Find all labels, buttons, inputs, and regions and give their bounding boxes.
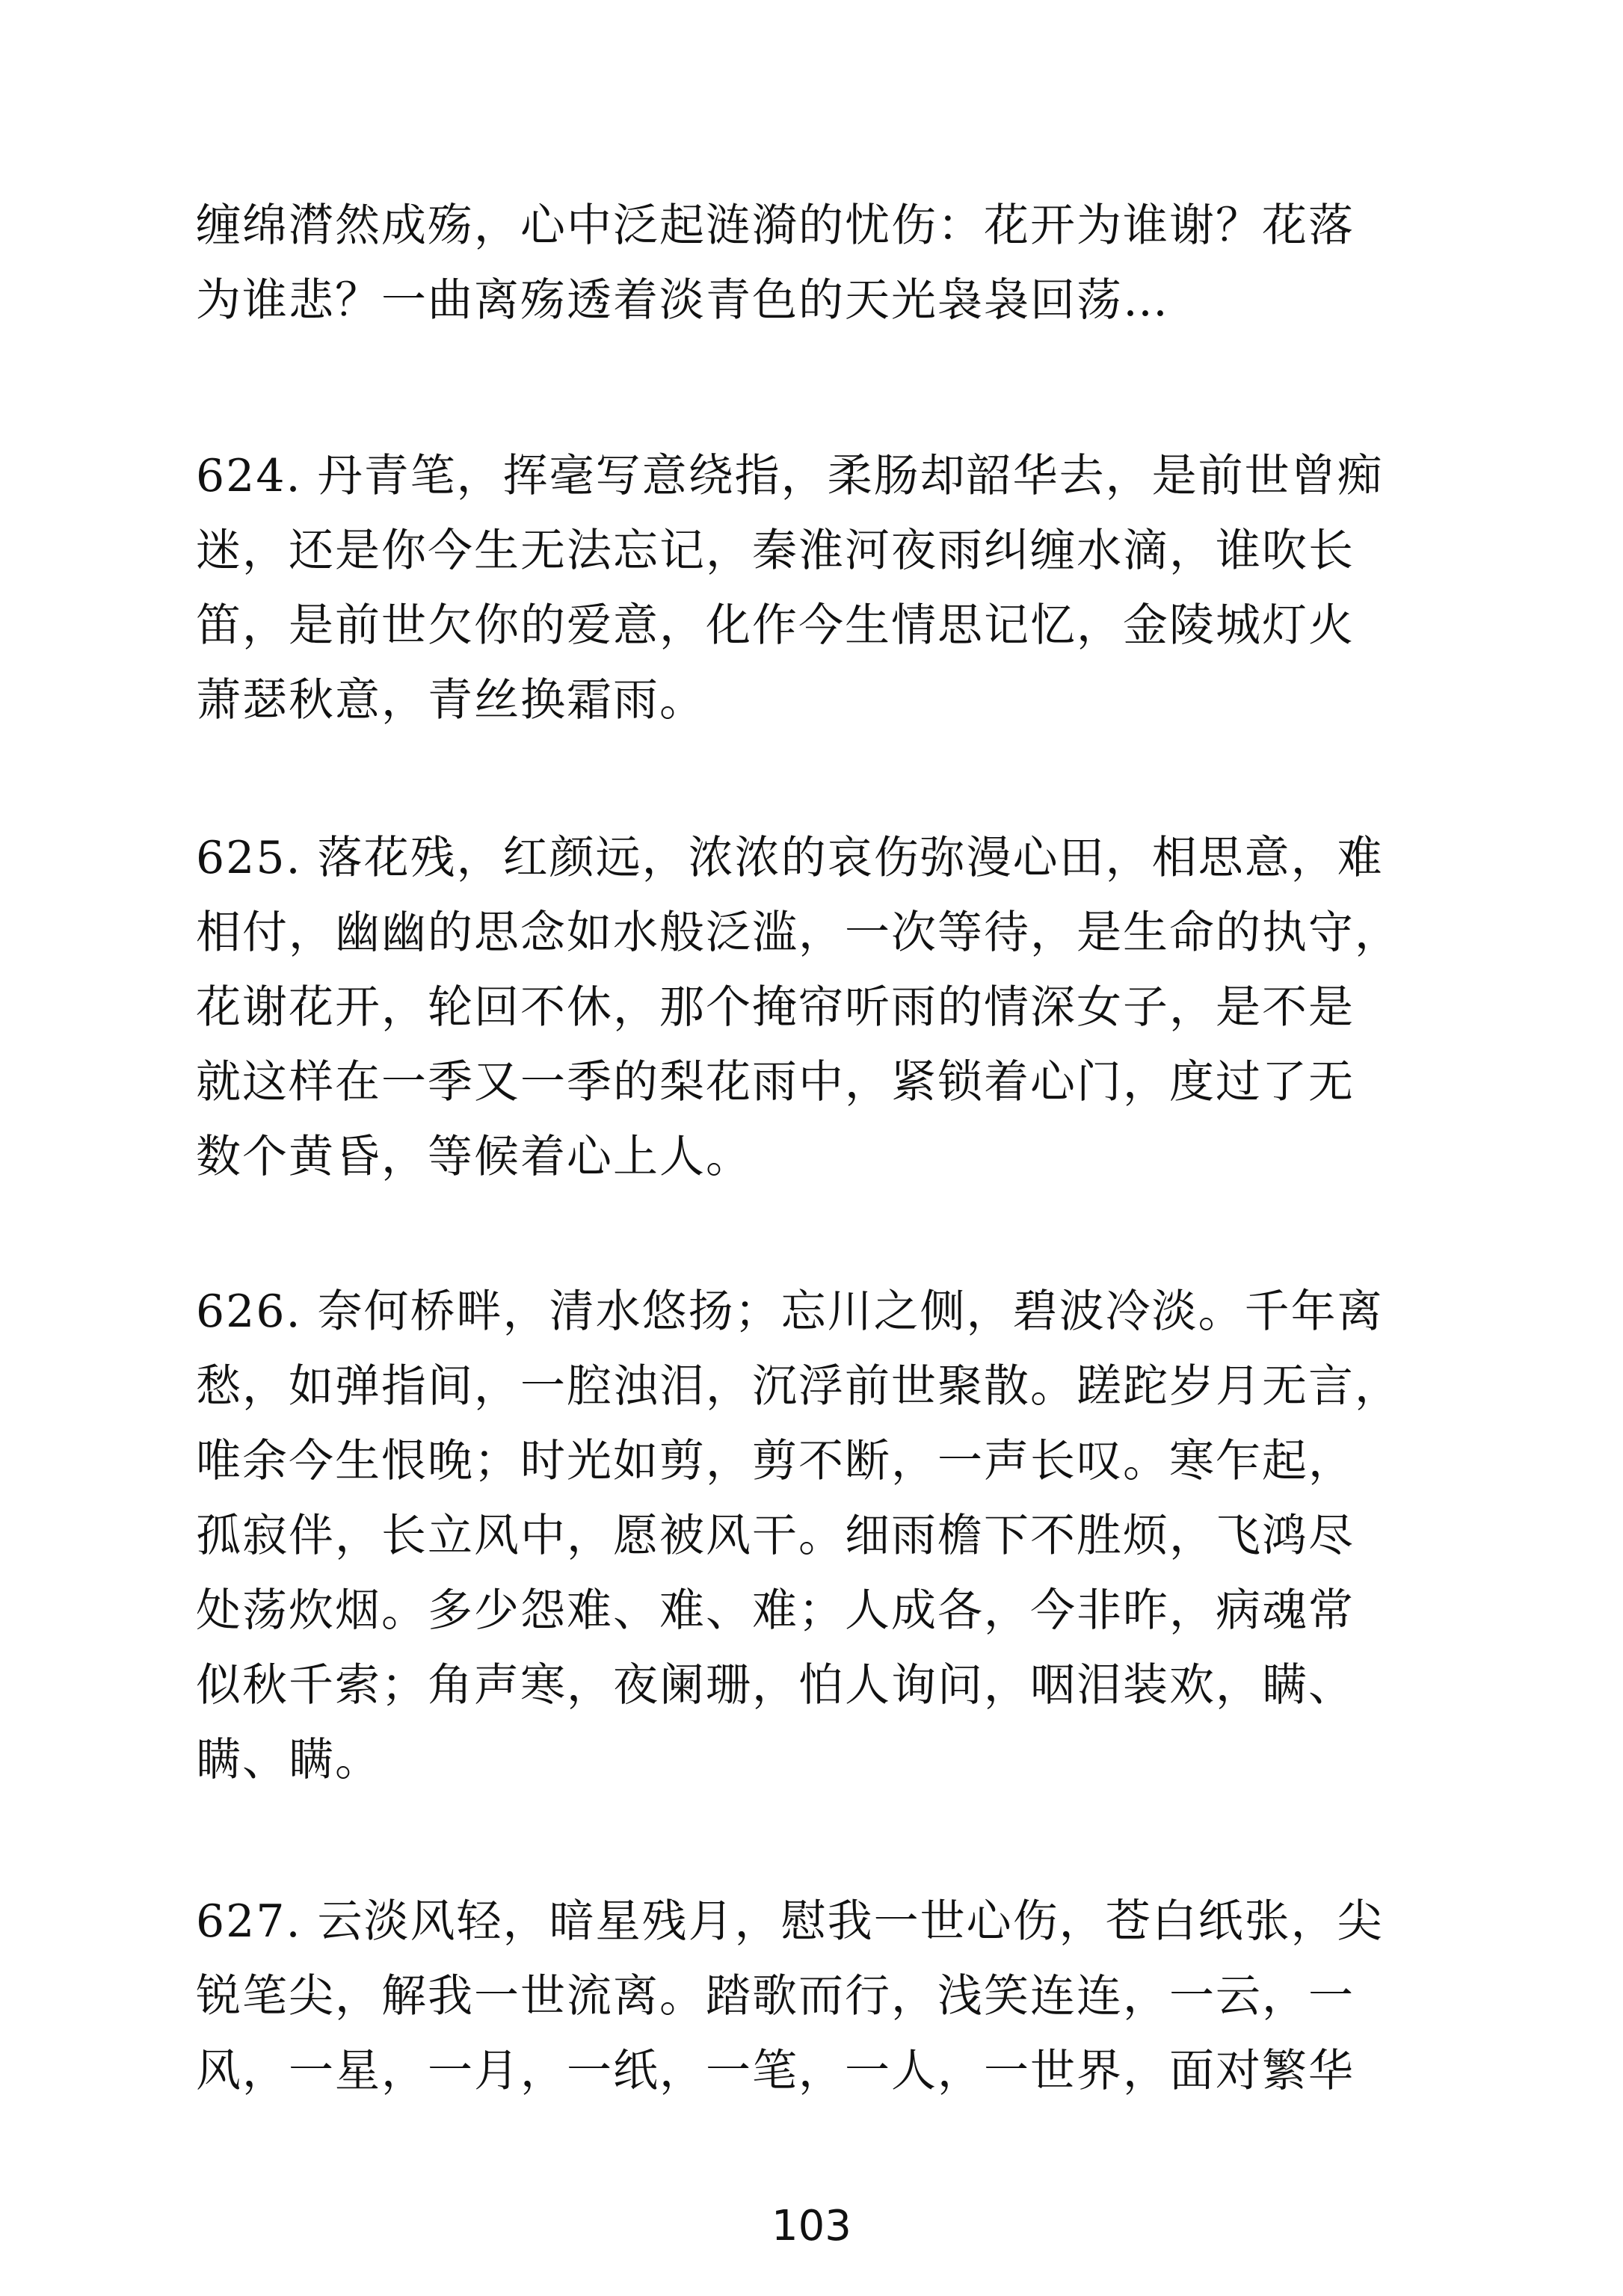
text-line: 笛，是前世欠你的爱意，化作今生情思记忆，金陵城灯火 [196,599,1355,652]
text-line: 缠绵潸然成殇，心中泛起涟漪的忧伤：花开为谁谢？花落 [196,200,1355,252]
paragraph-continuation [196,188,1467,338]
paragraph-627 [196,1884,1467,2108]
text-line: 唯余今生恨晚；时光如剪，剪不断，一声长叹。寒乍起， [196,1435,1355,1487]
text-line: 锐笔尖，解我一世流离。踏歌而行，浅笑连连，一云，一 [196,1970,1355,2022]
text-line: 孤寂伴，长立风中，愿被风干。细雨檐下不胜烦，飞鸿尽 [196,1510,1355,1562]
text-line: 迷，还是你今生无法忘记，秦淮河夜雨纠缠水滴，谁吹长 [196,525,1355,577]
text-line: 瞒、瞒。 [196,1734,381,1786]
paragraph-625 [196,821,1467,1194]
text-line: 625. 落花残，红颜远，浓浓的哀伤弥漫心田，相思意，难 [196,832,1384,884]
text-line: 624. 丹青笔，挥毫写意绕指，柔肠却韶华去，是前世曾痴 [196,450,1384,502]
text-line: 风，一星，一月，一纸，一笔，一人，一世界，面对繁华 [196,2045,1355,2097]
text-line: 数个黄昏，等候着心上人。 [196,1131,752,1183]
text-line: 处荡炊烟。多少怨难、难、难；人成各，今非昨，病魂常 [196,1584,1355,1637]
paragraph-626 [196,1274,1467,1797]
paragraph-624 [196,439,1467,738]
text-line: 相付，幽幽的思念如水般泛滥，一次等待，是生命的执守， [196,907,1401,959]
text-line: 花谢花开，轮回不休，那个掩帘听雨的情深女子，是不是 [196,981,1355,1034]
text-line: 愁，如弹指间，一腔浊泪，沉浮前世聚散。蹉跎岁月无言， [196,1360,1401,1413]
text-line: 就这样在一季又一季的梨花雨中，紧锁着心门，度过了无 [196,1056,1355,1108]
text-line: 为谁悲？一曲离殇透着淡青色的天光袅袅回荡… [196,274,1169,327]
text-line: 626. 奈何桥畔，清水悠扬；忘川之侧，碧波冷淡。千年离 [196,1286,1384,1338]
text-line: 似秋千索；角声寒，夜阑珊，怕人询问，咽泪装欢，瞒、 [196,1659,1355,1712]
text-line: 627. 云淡风轻，暗星残月，慰我一世心伤，苍白纸张，尖 [196,1895,1384,1948]
text-line: 萧瑟秋意，青丝换霜雨。 [196,674,706,726]
page-number: 103 [772,2202,851,2250]
